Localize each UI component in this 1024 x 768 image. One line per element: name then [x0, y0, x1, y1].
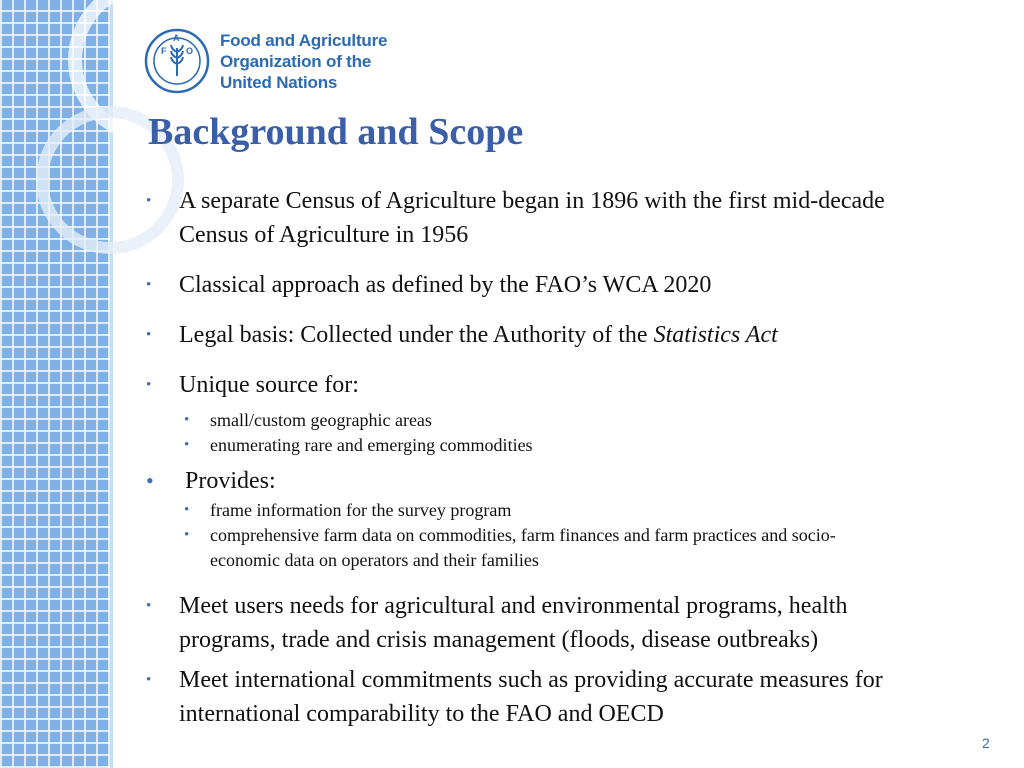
bullet-text: programs, trade and crisis management (floods, disease outbreaks) — [179, 627, 819, 653]
bullet-legal-basis — [140, 318, 1020, 352]
bullet-text: • A separate Census of Agriculture began in 1896 with the first mid-decade — [179, 188, 885, 214]
sub-bullet: • enumerating rare and emerging commodities — [140, 433, 1020, 458]
bullet-provides: • Provides: — [140, 464, 1020, 498]
bullet-classical-approach: • Classical approach as defined by the FAO’s WCA 2020 — [140, 268, 1020, 302]
logo-line-3: United Nations — [220, 72, 338, 92]
sub-bullet — [140, 523, 1020, 573]
svg-text:F: F — [161, 46, 167, 56]
fao-logo — [144, 28, 387, 94]
sub-bullet-text: • comprehensive farm data on commodities, farm finances and farm practices and socio- — [210, 525, 836, 545]
bullet-census-history — [140, 184, 1020, 252]
bullet-text: Census of Agriculture in 1956 — [179, 222, 469, 248]
bullet-unique-source: • Unique source for: — [140, 368, 1020, 402]
bullet-users-needs — [140, 589, 1020, 657]
bullet-text: • Meet international commitments such as providing accurate measures for — [179, 667, 883, 693]
sub-bullet: • frame information for the survey program — [140, 498, 1020, 523]
logo-line-1: Food and Agriculture — [220, 30, 388, 50]
svg-text:O: O — [186, 46, 194, 56]
slide-title: Background and Scope — [148, 111, 524, 153]
sub-bullet-text: economic data on operators and their families — [210, 550, 539, 570]
page-number: 2 — [982, 735, 990, 751]
bullet-text: • Meet users needs for agricultural and environmental programs, health — [179, 593, 848, 619]
fao-name — [220, 30, 387, 93]
sub-bullet: • small/custom geographic areas — [140, 408, 1020, 433]
statistics-act: Statistics Act — [653, 322, 778, 348]
bullet-list — [140, 184, 1020, 731]
bullet-text: international comparability to the FAO and OECD — [179, 701, 664, 727]
decorative-grid-panel — [0, 0, 113, 768]
logo-line-2: Organization of the — [220, 51, 372, 71]
fao-emblem-icon — [144, 28, 210, 94]
bullet-text: Legal basis: Collected under the Authority of the — [179, 322, 654, 348]
svg-text:A: A — [173, 33, 180, 43]
bullet-international — [140, 663, 1020, 731]
